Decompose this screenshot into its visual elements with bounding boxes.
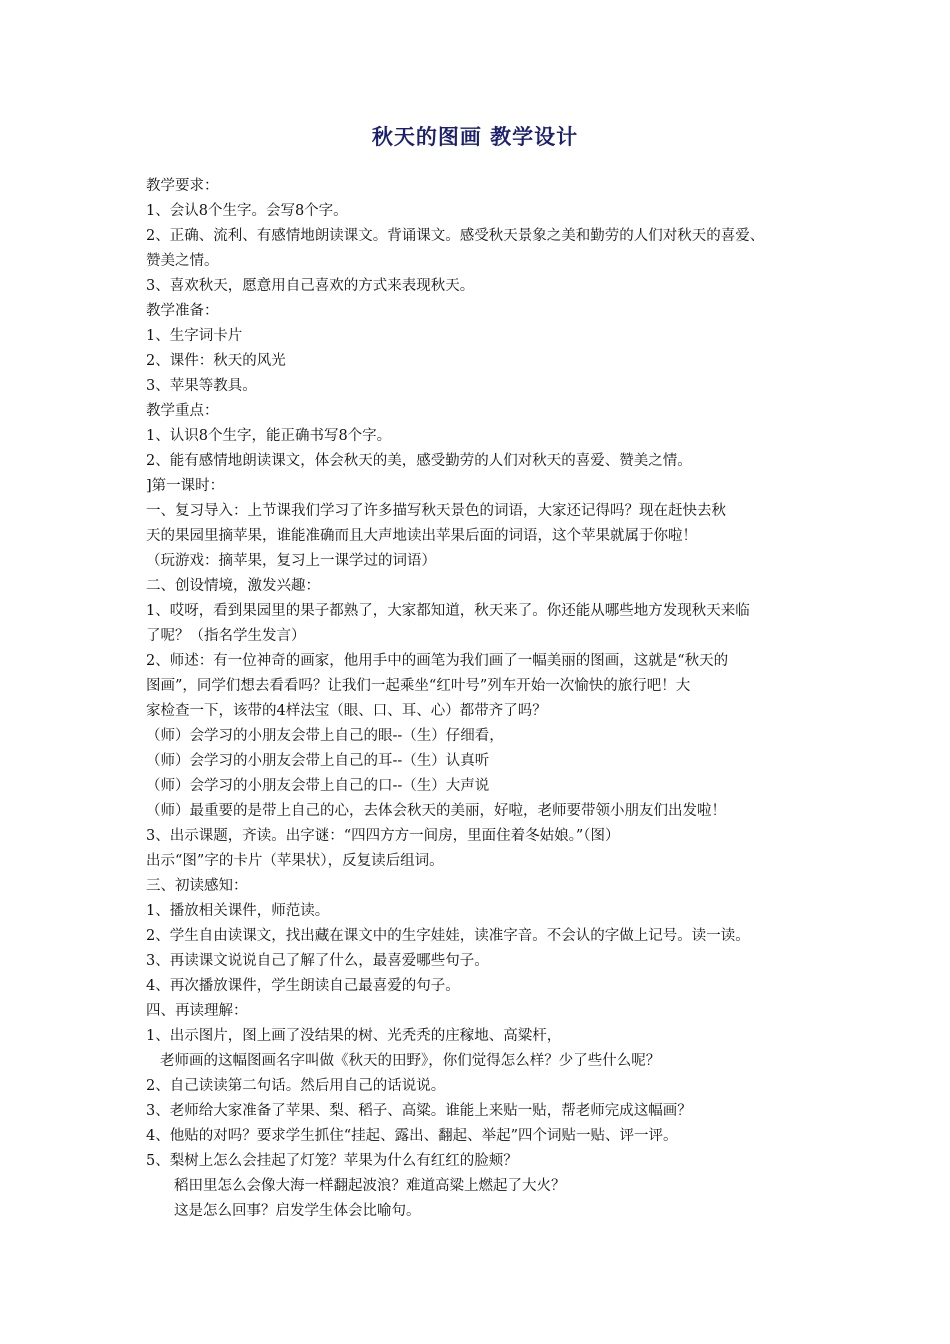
section-heading-requirements: 教学要求： [146,178,219,194]
paragraph-line: 5、梨树上怎么会挂起了灯笼？苹果为什么有红红的脸颊？ [146,1153,518,1169]
paragraph-line: 出示“图”字的卡片（苹果状），反复读后组词。 [146,853,444,869]
paragraph-line: 2、师述：有一位神奇的画家，他用手中的画笔为我们画了一幅美丽的图画，这就是“秋天的 [146,653,729,669]
paragraph-line: 1、生字词卡片 [146,328,243,344]
paragraph-line: 1、播放相关课件，师范读。 [146,903,330,919]
paragraph-line: 3、苹果等教具。 [146,378,257,394]
paragraph-line: （师）会学习的小朋友会带上自己的眼--（生）仔细看， [146,728,504,744]
paragraph-line: 4、再次播放课件，学生朗读自己最喜爱的句子。 [146,978,460,994]
paragraph-line: 3、出示课题，齐读。出字谜：“四四方方一间房，里面住着冬姑娘。”（图） [146,828,620,844]
paragraph-line: 2、自己读读第二句话。然后用自己的话说说。 [146,1078,446,1094]
paragraph-line: 家检查一下，该带的4样法宝（眼、口、耳、心）都带齐了吗？ [146,703,547,719]
paragraph-line: 3、再读课文说说自己了解了什么，最喜爱哪些句子。 [146,953,489,969]
paragraph-line: 1、出示图片，图上画了没结果的树、光秃秃的庄稼地、高粱杆， [146,1028,562,1044]
paragraph-line: （师）最重要的是带上自己的心，去体会秋天的美丽，好啦，老师要带领小朋友们出发啦！ [146,803,726,819]
paragraph-line: （师）会学习的小朋友会带上自己的口--（生）大声说 [146,778,490,794]
paragraph-line: 稻田里怎么会像大海一样翻起波浪？难道高粱上燃起了大火？ [174,1178,566,1194]
paragraph-line: 2、正确、流利、有感情地朗读课文。背诵课文。感受秋天景象之美和勤劳的人们对秋天的喜爱、 [146,228,765,244]
paragraph-line: （师）会学习的小朋友会带上自己的耳--（生）认真听 [146,753,490,769]
paragraph-line: 2、课件：秋天的风光 [146,353,286,369]
document-title: 秋天的图画 教学设计 [371,125,579,149]
paragraph-line: 1、认识8个生字，能正确书写8个字。 [146,428,392,444]
section-heading-first-lesson: ]第一课时： [146,478,225,494]
paragraph-line: 4、他贴的对吗？要求学生抓住“挂起、露出、翻起、举起”四个词贴一贴、评一评。 [146,1128,678,1144]
paragraph-line: 老师画的这幅图画名字叫做《秋天的田野》，你们觉得怎么样？少了些什么呢？ [160,1053,661,1069]
document-body [146,174,826,1224]
section-heading-rereading: 四、再读理解： [146,1003,248,1019]
section-heading-first-reading: 三、初读感知： [146,878,248,894]
paragraph-line: 图画”，同学们想去看看吗？让我们一起乘坐“红叶号”列车开始一次愉快的旅行吧！大 [146,678,691,694]
paragraph-line: 天的果园里摘苹果，谁能准确而且大声地读出苹果后面的词语，这个苹果就属于你啦！ [146,528,697,544]
section-heading-preparation: 教学准备： [146,303,219,319]
paragraph-line: 赞美之情。 [146,253,219,269]
paragraph-line: 1、哎呀，看到果园里的果子都熟了，大家都知道，秋天来了。你还能从哪些地方发现秋天来临 [146,603,750,619]
section-heading-situation: 二、创设情境，激发兴趣： [146,578,320,594]
paragraph-line: 3、老师给大家准备了苹果、梨、稻子、高粱。谁能上来贴一贴，帮老师完成这幅画？ [146,1103,692,1119]
paragraph-line: 1、会认8个生字。会写8个字。 [146,203,348,219]
paragraph-line: 了呢？（指名学生发言） [146,628,306,644]
paragraph-line: （玩游戏：摘苹果，复习上一课学过的词语） [146,553,436,569]
paragraph-line: 这是怎么回事？启发学生体会比喻句。 [174,1203,421,1219]
paragraph-line: 2、学生自由读课文，找出藏在课文中的生字娃娃，读准字音。不会认的字做上记号。读一读。 [146,928,750,944]
paragraph-line: 一、复习导入：上节课我们学习了许多描写秋天景色的词语，大家还记得吗？现在赶快去秋 [146,503,726,519]
paragraph-line: 2、能有感情地朗读课文，体会秋天的美，感受勤劳的人们对秋天的喜爱、赞美之情。 [146,453,692,469]
section-heading-key-points: 教学重点： [146,403,219,419]
paragraph-line: 3、喜欢秋天，愿意用自己喜欢的方式来表现秋天。 [146,278,475,294]
